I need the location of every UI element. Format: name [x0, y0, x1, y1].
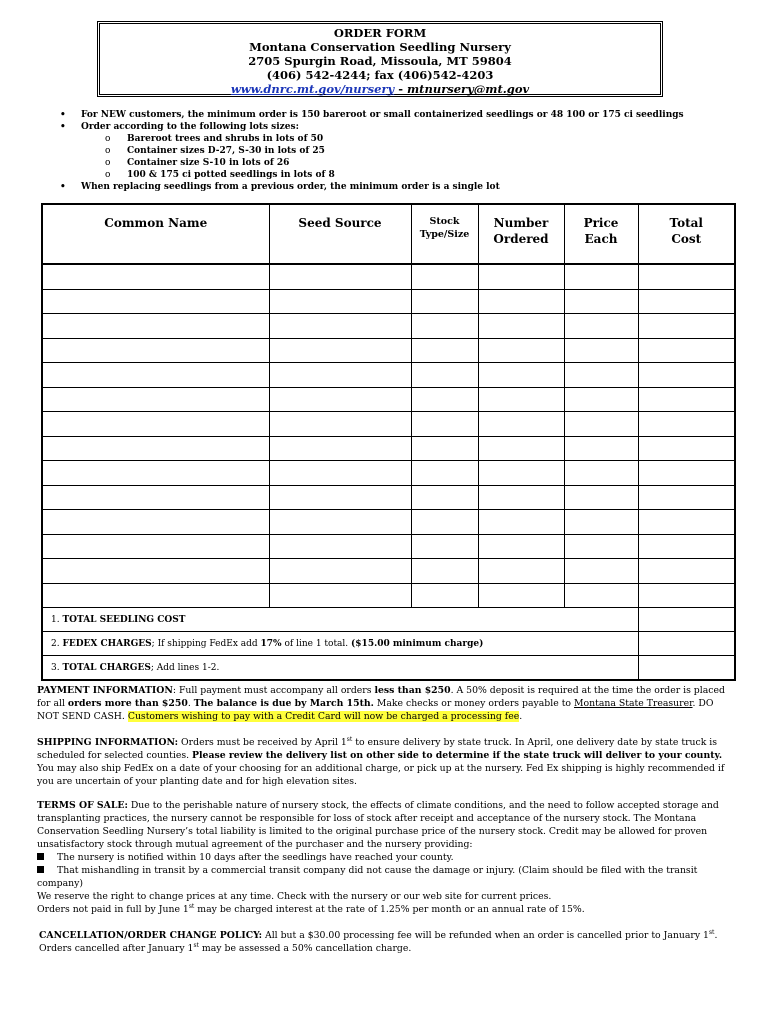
number-ordered-cell[interactable]: [478, 485, 564, 510]
common-name-cell[interactable]: [42, 436, 269, 461]
total-cost-cell[interactable]: [638, 583, 735, 608]
total-seedling-field[interactable]: [638, 608, 735, 632]
cancel-text: All but a $30.00 processing fee will be refunded when an order is cancelled prior to January 1: [262, 930, 709, 941]
total-cost-cell[interactable]: [638, 289, 735, 314]
table-row: [42, 387, 735, 412]
seed-source-cell[interactable]: [269, 314, 411, 339]
contact-line: [100, 82, 660, 96]
form-title: ORDER FORM: [333, 26, 427, 40]
payment-payee: Montana State Treasurer: [573, 698, 693, 709]
terms-condition-text: The nursery is notified within 10 days after the seedlings have reached your county.: [57, 852, 454, 863]
col-seed-source: Seed Source: [269, 204, 411, 264]
payment-text: .: [519, 711, 523, 722]
common-name-cell[interactable]: [42, 314, 269, 339]
website-link[interactable]: www.dnrc.mt.gov/nursery: [230, 82, 395, 96]
seed-source-cell[interactable]: [269, 264, 411, 289]
col-price-label-2: Each: [584, 232, 618, 246]
total-cost-cell[interactable]: [638, 534, 735, 559]
total-cost-cell[interactable]: [638, 485, 735, 510]
price-each-cell[interactable]: [564, 534, 638, 559]
price-each-cell[interactable]: [564, 264, 638, 289]
number-ordered-cell[interactable]: [478, 534, 564, 559]
total-cost-cell[interactable]: [638, 363, 735, 388]
payment-text: . DO NOT SEND CASH.: [37, 698, 714, 722]
contact-separator: -: [394, 82, 407, 96]
seed-source-cell[interactable]: [269, 289, 411, 314]
total-cost-cell[interactable]: [638, 510, 735, 535]
pricing-policy: [37, 890, 727, 916]
common-name-cell[interactable]: [42, 264, 269, 289]
seed-source-cell[interactable]: [269, 363, 411, 388]
total-cost-cell[interactable]: [638, 264, 735, 289]
price-each-cell[interactable]: [564, 485, 638, 510]
table-row: [42, 412, 735, 437]
stock-type-cell[interactable]: [411, 534, 478, 559]
common-name-cell[interactable]: [42, 461, 269, 486]
stock-type-cell[interactable]: [411, 436, 478, 461]
stock-type-cell[interactable]: [411, 314, 478, 339]
table-row: [42, 363, 735, 388]
fedex-minimum: ($15.00 minimum charge): [351, 638, 484, 649]
number-ordered-cell[interactable]: [478, 461, 564, 486]
table-row: [42, 583, 735, 608]
price-each-cell[interactable]: [564, 338, 638, 363]
number-ordered-cell[interactable]: [478, 412, 564, 437]
total-cost-cell[interactable]: [638, 314, 735, 339]
payment-text: . A 50% deposit is required at the time the order is placed for all: [37, 685, 725, 709]
fedex-text: ; If shipping FedEx add: [151, 638, 261, 649]
terms-condition-1: [37, 851, 727, 864]
number-ordered-cell[interactable]: [478, 314, 564, 339]
common-name-cell[interactable]: [42, 338, 269, 363]
payment-due-date: The balance is due by March 15th.: [193, 698, 374, 709]
table-row: [42, 485, 735, 510]
payment-deposit-threshold: orders more than $250: [67, 698, 188, 709]
number-ordered-cell[interactable]: [478, 363, 564, 388]
stock-type-cell[interactable]: [411, 485, 478, 510]
price-change-note: We reserve the right to change prices at any time. Check with the nursery or our web site for current prices.: [37, 891, 552, 902]
col-total-label-1: Total: [669, 216, 703, 230]
fedex-percent: 17%: [260, 638, 282, 649]
terms-condition-2: [37, 864, 727, 890]
shipping-delivery-note: Please review the delivery list on other side to determine if the state truck will deliver to your county.: [192, 750, 723, 761]
seed-source-cell[interactable]: [269, 510, 411, 535]
common-name-cell[interactable]: [42, 412, 269, 437]
table-row: [42, 338, 735, 363]
cancellation-policy: [37, 929, 729, 955]
ordinal-suffix: st: [346, 735, 353, 743]
col-number-label-1: Number: [493, 216, 549, 230]
table-row: [42, 436, 735, 461]
common-name-cell[interactable]: [42, 289, 269, 314]
table-row: [42, 289, 735, 314]
interest-note: [37, 903, 727, 916]
terms-of-sale: [37, 799, 727, 890]
ordinal-suffix: st: [188, 902, 195, 910]
payment-label: PAYMENT INFORMATION: [37, 685, 173, 696]
col-price-label-1: Price: [583, 216, 619, 230]
common-name-cell[interactable]: [42, 387, 269, 412]
seed-source-cell[interactable]: [269, 559, 411, 584]
total-charges-label: [42, 656, 638, 681]
common-name-cell[interactable]: [42, 559, 269, 584]
shipping-text: Orders must be received by April 1: [178, 737, 347, 748]
col-number-ordered: [478, 204, 564, 264]
order-rows: [42, 264, 735, 608]
total-cost-cell[interactable]: [638, 461, 735, 486]
price-each-cell[interactable]: [564, 363, 638, 388]
seed-source-cell[interactable]: [269, 412, 411, 437]
total-cost-cell[interactable]: [638, 436, 735, 461]
shipping-text: to ensure delivery by state truck. In April, one delivery date by state truck is scheduled for selected counties.: [37, 737, 718, 761]
total-seedling-row: [42, 608, 735, 632]
payment-text: : Full payment must accompany all orders: [172, 685, 375, 696]
total-charges-field[interactable]: [638, 656, 735, 681]
stock-type-cell[interactable]: [411, 583, 478, 608]
square-bullet-icon: [37, 866, 44, 873]
stock-type-cell[interactable]: [411, 461, 478, 486]
number-ordered-cell[interactable]: [478, 289, 564, 314]
common-name-cell[interactable]: [42, 583, 269, 608]
table-row: [42, 534, 735, 559]
fedex-text-2: of line 1 total.: [281, 638, 352, 649]
number-ordered-cell[interactable]: [478, 338, 564, 363]
stock-type-cell[interactable]: [411, 338, 478, 363]
number-ordered-cell[interactable]: [478, 510, 564, 535]
rule-replacement: • When replacing seedlings from a previous order, the minimum order is a single lot: [56, 181, 736, 193]
rule-lot-sizes: • Order according to the following lots sizes:: [56, 121, 736, 133]
line-number: 1.: [51, 614, 63, 625]
table-row: [42, 510, 735, 535]
terms-text: Due to the perishable nature of nursery stock, the effects of climate conditions, and the need to follow accepted storage and transplanting practices, the nursery cannot be responsible for loss of stock after receipt and acceptance of the nursery stock. The Montana Conservation Seedling Nursery’s total liability is limited to the original purchase price of the nursery stock. Credit may be allowed for proven unsatisfactory stock through mutual agreement of the purchaser and the nursery providing:: [37, 800, 719, 850]
seed-source-cell[interactable]: [269, 387, 411, 412]
shipping-label: SHIPPING INFORMATION:: [37, 737, 179, 748]
price-each-cell[interactable]: [564, 461, 638, 486]
order-table: [41, 203, 736, 681]
common-name-cell[interactable]: [42, 485, 269, 510]
total-seedling-cost-label: TOTAL SEEDLING COST: [62, 614, 186, 625]
square-bullet-icon: [37, 853, 44, 860]
total-charges-title: TOTAL CHARGES: [62, 662, 151, 673]
stock-type-cell[interactable]: [411, 412, 478, 437]
stock-type-cell[interactable]: [411, 510, 478, 535]
cancel-text: may be assessed a 50% cancellation charge.: [198, 943, 412, 954]
rule-minimum-order: • For NEW customers, the minimum order is 150 bareroot or small containerized seedlings or 48 100 or 175 ci seedlings: [56, 109, 736, 121]
total-cost-cell[interactable]: [638, 559, 735, 584]
price-each-cell[interactable]: [564, 583, 638, 608]
nursery-name: Montana Conservation Seedling Nursery: [249, 40, 511, 54]
interest-text: Orders not paid in full by June 1: [37, 904, 189, 915]
payment-text: Make checks or money orders payable to: [373, 698, 574, 709]
col-stock-type: [411, 204, 478, 264]
fedex-charges-label: [42, 632, 638, 656]
stock-type-cell[interactable]: [411, 387, 478, 412]
nursery-address: 2705 Spurgin Road, Missoula, MT 59804: [248, 54, 512, 68]
col-stock-label-2: Type/Size: [419, 229, 470, 240]
col-total-cost: [638, 204, 735, 264]
fedex-charges-title: FEDEX CHARGES: [62, 638, 152, 649]
table-row: [42, 461, 735, 486]
total-seedling-label: [42, 608, 638, 632]
seed-source-cell[interactable]: [269, 461, 411, 486]
lot-size-bareroot: o Bareroot trees and shrubs in lots of 50: [56, 133, 736, 145]
seed-source-cell[interactable]: [269, 436, 411, 461]
table-row: [42, 314, 735, 339]
price-each-cell[interactable]: [564, 314, 638, 339]
total-cost-cell[interactable]: [638, 338, 735, 363]
table-row: [42, 559, 735, 584]
ordinal-suffix: st: [708, 928, 715, 936]
total-charges-row: [42, 656, 735, 681]
number-ordered-cell[interactable]: [478, 559, 564, 584]
price-each-cell[interactable]: [564, 387, 638, 412]
shipping-text: You may also ship FedEx on a date of your choosing for an additional charge, or pick up at the nursery. Fed Ex shipping is highly recommended if you are uncertain of your planting date and for high elevation sites.: [37, 763, 725, 787]
lot-size-s10: o Container size S-10 in lots of 26: [56, 157, 736, 169]
seed-source-cell[interactable]: [269, 534, 411, 559]
interest-text: may be charged interest at the rate of 1.25% per month or an annual rate of 15%.: [194, 904, 585, 915]
fedex-charges-field[interactable]: [638, 632, 735, 656]
credit-card-notice: Customers wishing to pay with a Credit Card will now be charged a processing fee: [127, 711, 520, 722]
payment-threshold: less than $250: [374, 685, 451, 696]
col-total-label-2: Cost: [671, 232, 702, 246]
order-rules: [56, 109, 736, 193]
nursery-phone: (406) 542-4244; fax (406)542-4203: [266, 68, 494, 82]
col-stock-label-1: Stock: [429, 216, 460, 227]
col-common-name: Common Name: [42, 204, 269, 264]
total-charges-text: ; Add lines 1-2.: [150, 662, 220, 673]
common-name-cell[interactable]: [42, 534, 269, 559]
shipping-info: [37, 736, 727, 788]
number-ordered-cell[interactable]: [478, 387, 564, 412]
seed-source-cell[interactable]: [269, 338, 411, 363]
stock-type-cell[interactable]: [411, 264, 478, 289]
price-each-cell[interactable]: [564, 510, 638, 535]
line-number: 3.: [51, 662, 63, 673]
seed-source-cell[interactable]: [269, 485, 411, 510]
cancel-text: . Orders cancelled after January 1: [39, 930, 718, 954]
stock-type-cell[interactable]: [411, 559, 478, 584]
price-each-cell[interactable]: [564, 289, 638, 314]
ordinal-suffix: st: [193, 941, 199, 949]
table-header-row: [42, 204, 735, 264]
number-ordered-cell[interactable]: [478, 436, 564, 461]
col-number-label-2: Ordered: [493, 232, 549, 246]
seed-source-cell[interactable]: [269, 583, 411, 608]
fedex-charges-row: [42, 632, 735, 656]
cancel-label: CANCELLATION/ORDER CHANGE POLICY:: [39, 930, 263, 941]
payment-text: .: [187, 698, 194, 709]
lot-size-potted: o 100 & 175 ci potted seedlings in lots of 8: [56, 169, 736, 181]
number-ordered-cell[interactable]: [478, 264, 564, 289]
stock-type-cell[interactable]: [411, 363, 478, 388]
common-name-cell[interactable]: [42, 510, 269, 535]
form-header: [97, 21, 663, 97]
lot-size-d27-s30: o Container sizes D-27, S-30 in lots of 25: [56, 145, 736, 157]
line-number: 2.: [51, 638, 63, 649]
email-address: mtnursery@mt.gov: [407, 82, 530, 96]
table-row: [42, 264, 735, 289]
terms-label: TERMS OF SALE:: [37, 800, 128, 811]
number-ordered-cell[interactable]: [478, 583, 564, 608]
payment-info: [37, 684, 727, 723]
common-name-cell[interactable]: [42, 363, 269, 388]
price-each-cell[interactable]: [564, 412, 638, 437]
price-each-cell[interactable]: [564, 559, 638, 584]
terms-condition-text: That mishandling in transit by a commercial transit company did not cause the damage or injury. (Claim should be filed with the transit company): [37, 865, 698, 889]
stock-type-cell[interactable]: [411, 289, 478, 314]
price-each-cell[interactable]: [564, 436, 638, 461]
col-price-each: [564, 204, 638, 264]
total-cost-cell[interactable]: [638, 387, 735, 412]
total-cost-cell[interactable]: [638, 412, 735, 437]
